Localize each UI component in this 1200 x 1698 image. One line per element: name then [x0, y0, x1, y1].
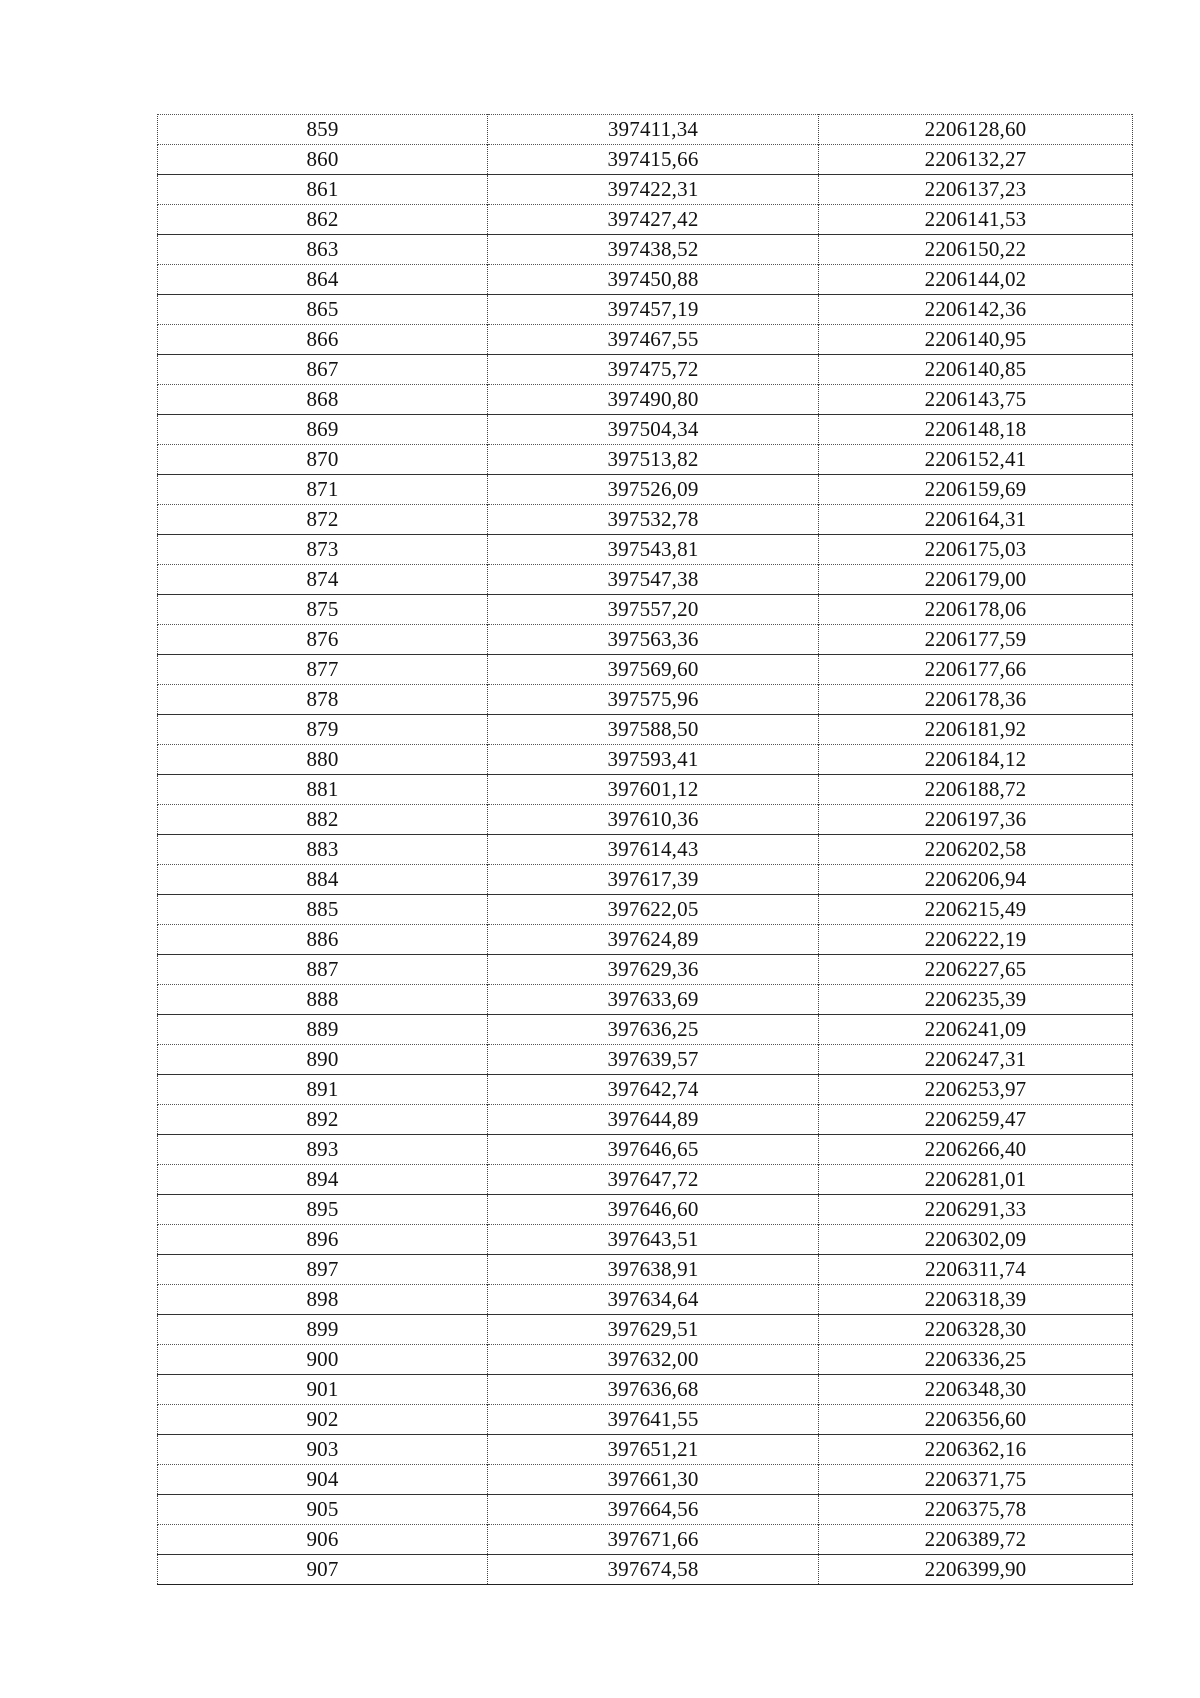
y-coordinate-cell: 2206281,01: [819, 1165, 1133, 1195]
y-coordinate-cell: 2206137,23: [819, 175, 1133, 205]
y-coordinate-cell: 2206375,78: [819, 1495, 1133, 1525]
table-row: [158, 1225, 1133, 1255]
x-coordinate-cell: 397532,78: [488, 505, 819, 535]
x-coordinate-cell: 397624,89: [488, 925, 819, 955]
point-number-cell: 866: [158, 325, 488, 355]
table-row: [158, 1075, 1133, 1105]
table-row: [158, 445, 1133, 475]
x-coordinate-cell: 397475,72: [488, 355, 819, 385]
table-row: [158, 715, 1133, 745]
point-number-cell: 871: [158, 475, 488, 505]
table-row: [158, 325, 1133, 355]
x-coordinate-cell: 397415,66: [488, 145, 819, 175]
y-coordinate-cell: 2206140,85: [819, 355, 1133, 385]
x-coordinate-cell: 397490,80: [488, 385, 819, 415]
x-coordinate-cell: 397664,56: [488, 1495, 819, 1525]
table-row: [158, 355, 1133, 385]
point-number-cell: 860: [158, 145, 488, 175]
x-coordinate-cell: 397643,51: [488, 1225, 819, 1255]
table-row: [158, 1555, 1133, 1585]
y-coordinate-cell: 2206141,53: [819, 205, 1133, 235]
table-row: [158, 1405, 1133, 1435]
point-number-cell: 884: [158, 865, 488, 895]
y-coordinate-cell: 2206184,12: [819, 745, 1133, 775]
y-coordinate-cell: 2206371,75: [819, 1465, 1133, 1495]
x-coordinate-cell: 397557,20: [488, 595, 819, 625]
coordinates-table: [157, 114, 1133, 1585]
table-row: [158, 745, 1133, 775]
point-number-cell: 887: [158, 955, 488, 985]
point-number-cell: 901: [158, 1375, 488, 1405]
table-row: [158, 985, 1133, 1015]
point-number-cell: 872: [158, 505, 488, 535]
point-number-cell: 895: [158, 1195, 488, 1225]
y-coordinate-cell: 2206142,36: [819, 295, 1133, 325]
x-coordinate-cell: 397569,60: [488, 655, 819, 685]
x-coordinate-cell: 397601,12: [488, 775, 819, 805]
y-coordinate-cell: 2206253,97: [819, 1075, 1133, 1105]
table-row: [158, 175, 1133, 205]
x-coordinate-cell: 397639,57: [488, 1045, 819, 1075]
point-number-cell: 885: [158, 895, 488, 925]
point-number-cell: 907: [158, 1555, 488, 1585]
y-coordinate-cell: 2206389,72: [819, 1525, 1133, 1555]
table-row: [158, 1015, 1133, 1045]
y-coordinate-cell: 2206348,30: [819, 1375, 1133, 1405]
table-row: [158, 265, 1133, 295]
y-coordinate-cell: 2206318,39: [819, 1285, 1133, 1315]
point-number-cell: 862: [158, 205, 488, 235]
x-coordinate-cell: 397671,66: [488, 1525, 819, 1555]
point-number-cell: 869: [158, 415, 488, 445]
y-coordinate-cell: 2206197,36: [819, 805, 1133, 835]
y-coordinate-cell: 2206178,06: [819, 595, 1133, 625]
y-coordinate-cell: 2206222,19: [819, 925, 1133, 955]
y-coordinate-cell: 2206266,40: [819, 1135, 1133, 1165]
x-coordinate-cell: 397526,09: [488, 475, 819, 505]
point-number-cell: 861: [158, 175, 488, 205]
y-coordinate-cell: 2206328,30: [819, 1315, 1133, 1345]
y-coordinate-cell: 2206132,27: [819, 145, 1133, 175]
table-row: [158, 295, 1133, 325]
point-number-cell: 879: [158, 715, 488, 745]
y-coordinate-cell: 2206140,95: [819, 325, 1133, 355]
point-number-cell: 903: [158, 1435, 488, 1465]
point-number-cell: 875: [158, 595, 488, 625]
table-row: [158, 475, 1133, 505]
y-coordinate-cell: 2206362,16: [819, 1435, 1133, 1465]
y-coordinate-cell: 2206311,74: [819, 1255, 1133, 1285]
point-number-cell: 897: [158, 1255, 488, 1285]
point-number-cell: 859: [158, 115, 488, 145]
y-coordinate-cell: 2206188,72: [819, 775, 1133, 805]
y-coordinate-cell: 2206150,22: [819, 235, 1133, 265]
x-coordinate-cell: 397674,58: [488, 1555, 819, 1585]
table-row: [158, 415, 1133, 445]
point-number-cell: 867: [158, 355, 488, 385]
point-number-cell: 868: [158, 385, 488, 415]
y-coordinate-cell: 2206177,59: [819, 625, 1133, 655]
point-number-cell: 877: [158, 655, 488, 685]
point-number-cell: 892: [158, 1105, 488, 1135]
x-coordinate-cell: 397646,65: [488, 1135, 819, 1165]
table-row: [158, 235, 1133, 265]
table-row: [158, 1165, 1133, 1195]
x-coordinate-cell: 397457,19: [488, 295, 819, 325]
x-coordinate-cell: 397647,72: [488, 1165, 819, 1195]
y-coordinate-cell: 2206215,49: [819, 895, 1133, 925]
point-number-cell: 876: [158, 625, 488, 655]
point-number-cell: 870: [158, 445, 488, 475]
table-row: [158, 835, 1133, 865]
x-coordinate-cell: 397513,82: [488, 445, 819, 475]
y-coordinate-cell: 2206148,18: [819, 415, 1133, 445]
point-number-cell: 886: [158, 925, 488, 955]
y-coordinate-cell: 2206241,09: [819, 1015, 1133, 1045]
table-row: [158, 1105, 1133, 1135]
x-coordinate-cell: 397641,55: [488, 1405, 819, 1435]
point-number-cell: 874: [158, 565, 488, 595]
table-row: [158, 625, 1133, 655]
point-number-cell: 902: [158, 1405, 488, 1435]
point-number-cell: 890: [158, 1045, 488, 1075]
point-number-cell: 863: [158, 235, 488, 265]
y-coordinate-cell: 2206291,33: [819, 1195, 1133, 1225]
point-number-cell: 906: [158, 1525, 488, 1555]
point-number-cell: 893: [158, 1135, 488, 1165]
x-coordinate-cell: 397636,25: [488, 1015, 819, 1045]
table-row: [158, 535, 1133, 565]
x-coordinate-cell: 397634,64: [488, 1285, 819, 1315]
x-coordinate-cell: 397633,69: [488, 985, 819, 1015]
table-row: [158, 1195, 1133, 1225]
y-coordinate-cell: 2206175,03: [819, 535, 1133, 565]
table-row: [158, 1495, 1133, 1525]
x-coordinate-cell: 397438,52: [488, 235, 819, 265]
point-number-cell: 882: [158, 805, 488, 835]
point-number-cell: 864: [158, 265, 488, 295]
table-row: [158, 955, 1133, 985]
point-number-cell: 888: [158, 985, 488, 1015]
x-coordinate-cell: 397588,50: [488, 715, 819, 745]
point-number-cell: 898: [158, 1285, 488, 1315]
point-number-cell: 899: [158, 1315, 488, 1345]
x-coordinate-cell: 397563,36: [488, 625, 819, 655]
y-coordinate-cell: 2206259,47: [819, 1105, 1133, 1135]
y-coordinate-cell: 2206247,31: [819, 1045, 1133, 1075]
table-row: [158, 1435, 1133, 1465]
table-row: [158, 1375, 1133, 1405]
point-number-cell: 881: [158, 775, 488, 805]
y-coordinate-cell: 2206336,25: [819, 1345, 1133, 1375]
x-coordinate-cell: 397504,34: [488, 415, 819, 445]
x-coordinate-cell: 397638,91: [488, 1255, 819, 1285]
y-coordinate-cell: 2206399,90: [819, 1555, 1133, 1585]
table-row: [158, 505, 1133, 535]
y-coordinate-cell: 2206152,41: [819, 445, 1133, 475]
point-number-cell: 883: [158, 835, 488, 865]
y-coordinate-cell: 2206144,02: [819, 265, 1133, 295]
table-row: [158, 805, 1133, 835]
table-row: [158, 1285, 1133, 1315]
point-number-cell: 889: [158, 1015, 488, 1045]
table-row: [158, 685, 1133, 715]
x-coordinate-cell: 397610,36: [488, 805, 819, 835]
x-coordinate-cell: 397450,88: [488, 265, 819, 295]
y-coordinate-cell: 2206128,60: [819, 115, 1133, 145]
point-number-cell: 878: [158, 685, 488, 715]
x-coordinate-cell: 397543,81: [488, 535, 819, 565]
x-coordinate-cell: 397617,39: [488, 865, 819, 895]
y-coordinate-cell: 2206177,66: [819, 655, 1133, 685]
point-number-cell: 905: [158, 1495, 488, 1525]
table-row: [158, 1465, 1133, 1495]
table-row: [158, 895, 1133, 925]
x-coordinate-cell: 397651,21: [488, 1435, 819, 1465]
x-coordinate-cell: 397632,00: [488, 1345, 819, 1375]
x-coordinate-cell: 397629,51: [488, 1315, 819, 1345]
point-number-cell: 904: [158, 1465, 488, 1495]
table-row: [158, 775, 1133, 805]
x-coordinate-cell: 397422,31: [488, 175, 819, 205]
point-number-cell: 894: [158, 1165, 488, 1195]
table-row: [158, 1345, 1133, 1375]
x-coordinate-cell: 397547,38: [488, 565, 819, 595]
table-row: [158, 385, 1133, 415]
x-coordinate-cell: 397636,68: [488, 1375, 819, 1405]
x-coordinate-cell: 397575,96: [488, 685, 819, 715]
table-row: [158, 1315, 1133, 1345]
x-coordinate-cell: 397411,34: [488, 115, 819, 145]
y-coordinate-cell: 2206178,36: [819, 685, 1133, 715]
y-coordinate-cell: 2206235,39: [819, 985, 1133, 1015]
x-coordinate-cell: 397646,60: [488, 1195, 819, 1225]
table-row: [158, 115, 1133, 145]
table-row: [158, 1525, 1133, 1555]
point-number-cell: 880: [158, 745, 488, 775]
y-coordinate-cell: 2206302,09: [819, 1225, 1133, 1255]
table-row: [158, 865, 1133, 895]
point-number-cell: 865: [158, 295, 488, 325]
x-coordinate-cell: 397593,41: [488, 745, 819, 775]
y-coordinate-cell: 2206181,92: [819, 715, 1133, 745]
y-coordinate-cell: 2206159,69: [819, 475, 1133, 505]
x-coordinate-cell: 397614,43: [488, 835, 819, 865]
table-row: [158, 1135, 1133, 1165]
y-coordinate-cell: 2206164,31: [819, 505, 1133, 535]
y-coordinate-cell: 2206179,00: [819, 565, 1133, 595]
point-number-cell: 896: [158, 1225, 488, 1255]
table-row: [158, 565, 1133, 595]
table-row: [158, 1255, 1133, 1285]
table-row: [158, 205, 1133, 235]
table-row: [158, 595, 1133, 625]
point-number-cell: 873: [158, 535, 488, 565]
table-row: [158, 655, 1133, 685]
x-coordinate-cell: 397427,42: [488, 205, 819, 235]
y-coordinate-cell: 2206143,75: [819, 385, 1133, 415]
x-coordinate-cell: 397629,36: [488, 955, 819, 985]
table-row: [158, 925, 1133, 955]
x-coordinate-cell: 397622,05: [488, 895, 819, 925]
point-number-cell: 900: [158, 1345, 488, 1375]
y-coordinate-cell: 2206206,94: [819, 865, 1133, 895]
table-row: [158, 145, 1133, 175]
y-coordinate-cell: 2206356,60: [819, 1405, 1133, 1435]
coordinates-table-body: [158, 115, 1133, 1585]
x-coordinate-cell: 397642,74: [488, 1075, 819, 1105]
x-coordinate-cell: 397467,55: [488, 325, 819, 355]
y-coordinate-cell: 2206202,58: [819, 835, 1133, 865]
table-row: [158, 1045, 1133, 1075]
x-coordinate-cell: 397644,89: [488, 1105, 819, 1135]
y-coordinate-cell: 2206227,65: [819, 955, 1133, 985]
x-coordinate-cell: 397661,30: [488, 1465, 819, 1495]
point-number-cell: 891: [158, 1075, 488, 1105]
